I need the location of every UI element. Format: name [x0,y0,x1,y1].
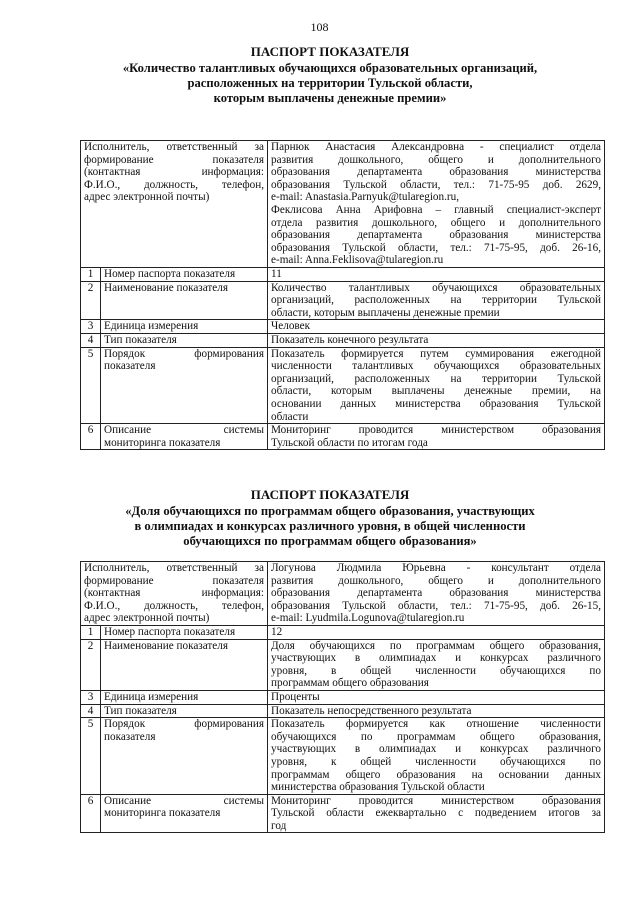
row-value-line: численности талантливых обучающихся образовательных [271,360,602,373]
row-number: 6 [81,794,101,833]
row-value-line: год [271,819,287,832]
row-value-line: уровня, к общей численности обучающихся по [271,755,602,768]
table-row [81,704,605,718]
executor-value-line: образования Тульской области, тел.: 71-75-95 доб. 2629, [271,178,602,191]
executor-label-line: Исполнитель, ответственный за [84,141,265,153]
row-value: Проценты [268,690,605,704]
table-row [81,794,605,833]
table-row [81,690,605,704]
executor-label-line: адрес электронной почты) [84,612,210,625]
executor-label-line: Исполнитель, ответственный за [84,562,265,574]
passport-2-table [80,561,605,833]
row-value-line: основании данных министерства образования Тульской [271,397,602,410]
row-value-line: Мониторинг проводится министерством образования [271,794,602,807]
passport-1-table [80,140,605,450]
subtitle-line: которым выплачены денежные премии» [213,91,447,105]
passport-1-title: ПАСПОРТ ПОКАЗАТЕЛЯ [250,44,410,59]
row-number: 1 [81,268,101,282]
row-value-line: участвующих в олимпиадах и конкурсах различного [271,743,602,756]
executor-value-line: образования департамента образования министерства [271,229,602,242]
executor-label-line: формирование показателя [84,574,265,587]
executor-value-line: e-mail: Anastasia.Parnyuk@tularegion.ru, [271,191,460,204]
executor-label-line: (контактная информация: [84,166,265,179]
row-number: 1 [81,625,101,639]
row-number: 3 [81,690,101,704]
row-label: Тип показателя [101,333,268,347]
row-number: 3 [81,320,101,334]
table-row [81,333,605,347]
subtitle-line: «Доля обучающихся по программам общего образования, участвующих [125,504,535,518]
row-label-line: Описание системы [104,794,265,807]
row-value [268,424,605,450]
row-number: 4 [81,704,101,718]
row-number: 2 [81,639,101,690]
executor-value-line: e-mail: Lyudmila.Logunova@tularegion.ru [271,612,465,625]
row-value-line: Тульской области ежеквартально с подведением итогов за [271,807,602,820]
executor-value-line: образования Тульской области, тел.: 71-75-95, доб. 26-16, [271,241,602,254]
row-label: Наименование показателя [101,281,268,320]
passport-1-subtitle [70,61,590,106]
row-value-line: области [271,410,309,423]
row-value-line: Показатель формируется путем суммирования ежегодной [271,347,602,360]
executor-value-line: образования департамента образования министерства [271,587,602,600]
subtitle-line: в олимпиадах и конкурсах различного уровня, в общей численности [134,519,526,533]
executor-label-line: Ф.И.О., должность, телефон, [84,178,265,191]
table-row [81,268,605,282]
executor-label-cell [81,562,268,626]
table-row [81,320,605,334]
executor-label-line: Ф.И.О., должность, телефон, [84,599,265,612]
row-value: Человек [268,320,605,334]
executor-value-line: Логунова Людмила Юрьевна - консультант отдела [271,562,602,574]
row-value-line: программам общего образования [271,677,429,690]
row-value-line: министерства образования Тульской области [271,781,485,794]
row-value [268,718,605,795]
passport-2-subtitle [70,504,590,549]
table-row-executor [81,562,605,626]
executor-value-cell [268,562,605,626]
row-number: 5 [81,347,101,424]
row-number: 4 [81,333,101,347]
subtitle-line: обучающихся по программам общего образования» [183,534,477,548]
row-value-line: Тульской области по итогам года [271,436,428,449]
row-label [101,718,268,795]
row-value [268,281,605,320]
executor-value-line: e-mail: Anna.Feklisova@tularegion.ru [271,254,444,267]
row-label: Номер паспорта показателя [101,625,268,639]
row-value: 12 [268,625,605,639]
row-value-line: организаций, расположенных на территории Тульской [271,372,602,385]
subtitle-line: расположенных на территории Тульской области, [187,76,473,90]
row-label-line: мониторинга показателя [104,807,221,820]
table-row [81,718,605,795]
row-label: Наименование показателя [101,639,268,690]
row-label-line: показателя [104,360,156,373]
row-label-line: мониторинга показателя [104,436,221,449]
row-label-line: Порядок формирования [104,347,265,360]
row-value-line: Мониторинг проводится министерством образования [271,424,602,437]
executor-value-line: развития дошкольного, общего и дополнительного [271,574,602,587]
row-value-line: программам общего образования на основании данных [271,768,602,781]
row-label-line: Описание системы [104,424,265,437]
executor-value-line: образования департамента образования министерства [271,166,602,179]
executor-value-cell [268,141,605,268]
executor-label-line: формирование показателя [84,153,265,166]
row-value-line: Количество талантливых обучающихся образовательных [271,281,602,294]
subtitle-line: «Количество талантливых обучающихся образовательных организаций, [122,61,538,75]
executor-value-line: образования Тульской области, тел.: 71-75-95, доб. 26-15, [271,599,602,612]
table-row [81,639,605,690]
table-row [81,625,605,639]
table-row [81,347,605,424]
row-value [268,347,605,424]
row-label [101,794,268,833]
executor-value-line: Парнюк Анастасия Александровна - специалист отдела [271,141,602,153]
executor-label-line: адрес электронной почты) [84,191,210,204]
row-value [268,794,605,833]
row-label: Номер паспорта показателя [101,268,268,282]
row-label-line: показателя [104,730,156,743]
row-label [101,347,268,424]
row-value-line: Доля обучающихся по программам общего образования, [271,639,602,652]
table-row-executor [81,141,605,268]
row-value-line: области, которым выплачены денежные премии [271,306,500,319]
row-number: 5 [81,718,101,795]
executor-value-line: отдела развития дошкольного, общего и дополнительного [271,216,602,229]
row-value-line: области, которым выплачены денежные премии, на [271,385,602,398]
table-row [81,281,605,320]
executor-value-line: Феклисова Анна Арифовна – главный специалист-эксперт [271,203,602,216]
row-value-line: участвующих в олимпиадах и конкурсах различного [271,652,602,665]
row-value-line: обучающихся по программам общего образования, [271,730,602,743]
row-value-line: уровня, в общей численности обучающихся по [271,664,602,677]
row-value [268,639,605,690]
row-label [101,424,268,450]
row-label: Единица измерения [101,690,268,704]
row-value: Показатель конечного результата [268,333,605,347]
passport-2-title: ПАСПОРТ ПОКАЗАТЕЛЯ [250,487,410,502]
executor-value-line: развития дошкольного, общего и дополнительного [271,153,602,166]
row-value-line: Показатель формируется как отношение численности [271,718,602,731]
executor-label-line: (контактная информация: [84,587,265,600]
row-value-line: организаций, расположенных на территории Тульской [271,294,602,307]
row-value: Показатель непосредственного результата [268,704,605,718]
row-number: 2 [81,281,101,320]
row-value: 11 [268,268,605,282]
row-label: Единица измерения [101,320,268,334]
row-label: Тип показателя [101,704,268,718]
table-row [81,424,605,450]
executor-label-cell [81,141,268,268]
row-number: 6 [81,424,101,450]
page-number: 108 [310,20,329,34]
row-label-line: Порядок формирования [104,718,265,731]
